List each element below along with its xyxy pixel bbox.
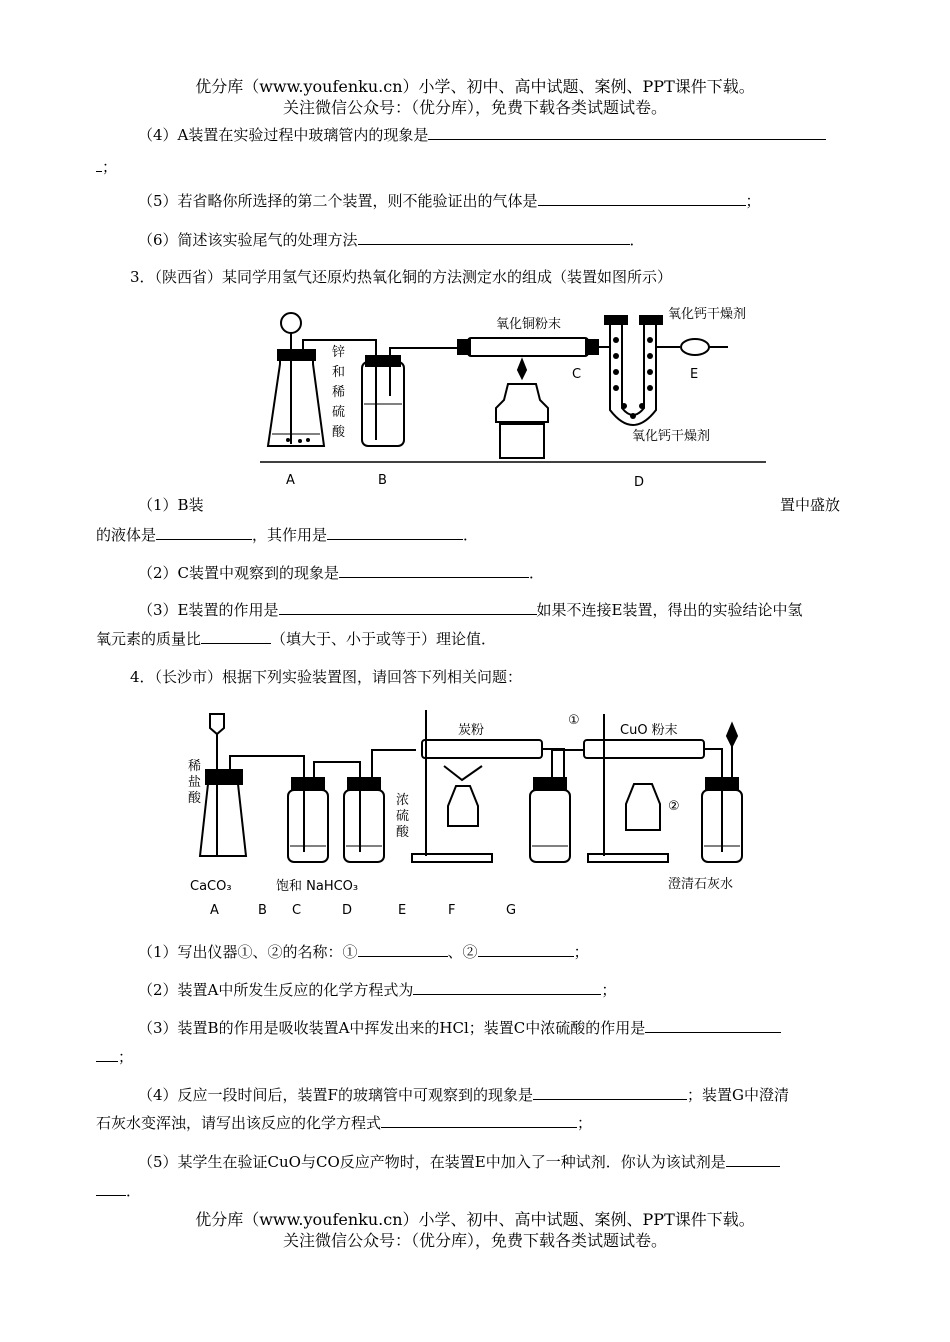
label-cacl-top: 氧化钙干燥剂	[668, 307, 747, 322]
q2-part-4-end: ；	[96, 156, 117, 177]
label-acid-1: 稀	[188, 759, 202, 774]
q4-part-3-end: ；	[96, 1046, 133, 1067]
label-limewater: 澄清石灰水	[668, 877, 734, 892]
answer-blank[interactable]	[156, 524, 252, 540]
answer-blank[interactable]	[96, 1180, 126, 1196]
label-h2so4-1: 浓	[396, 793, 410, 808]
label-c: C	[572, 367, 582, 382]
answer-blank[interactable]	[538, 190, 746, 206]
q3-part-1-right: 置中盛放	[780, 496, 841, 514]
label-b: B	[378, 473, 387, 488]
label-cuo-powder: 氧化铜粉末	[496, 317, 562, 332]
label-cacl-bottom: 氧化钙干燥剂	[632, 429, 711, 444]
footer-line-1: 优分库（www.youfenku.cn）小学、初中、高中试题、案例、PPT课件下载。	[195, 1210, 755, 1229]
q4-part-1: （1）写出仪器①、②的名称：① 、② ；	[138, 943, 589, 961]
label-zinc-3: 稀	[332, 385, 346, 400]
label-zinc-1: 锌	[332, 345, 346, 360]
q4-apparatus-diagram	[186, 706, 766, 920]
answer-blank[interactable]	[201, 628, 271, 644]
label-zinc-5: 酸	[332, 425, 346, 440]
answer-blank[interactable]	[96, 1046, 118, 1062]
label-a: A	[286, 473, 295, 488]
label-zinc-4: 硫	[332, 405, 346, 420]
answer-blank[interactable]	[339, 562, 529, 578]
answer-blank[interactable]	[533, 1084, 687, 1100]
header-line-2: 关注微信公众号：（优分库），免费下载各类试题试卷。	[282, 98, 667, 117]
q3-part-1-start: （1）B装	[138, 496, 204, 514]
header-line-1: 优分库（www.youfenku.cn）小学、初中、高中试题、案例、PPT课件下载。	[195, 77, 755, 96]
label-f: F	[448, 903, 456, 918]
q3-title: 3．（陕西省）某同学用氢气还原灼热氧化铜的方法测定水的组成（装置如图所示）	[130, 268, 673, 286]
q2-part-5: （5）若省略你所选择的第二个装置，则不能验证出的气体是 ；	[138, 192, 761, 210]
q3-apparatus-diagram	[258, 300, 768, 492]
answer-blank[interactable]	[358, 941, 448, 957]
q3-part-2: （2）C装置中观察到的现象是 ．	[138, 564, 545, 582]
label-nahco3: 饱和 NaHCO₃	[276, 879, 359, 894]
q2-part-4: （4）A装置在实验过程中玻璃管内的现象是	[138, 124, 826, 145]
label-carbon: 炭粉	[458, 723, 485, 738]
q4-part-4-line2: 石灰水变浑浊，请写出该反应的化学方程式 ；	[96, 1114, 593, 1132]
label-h2so4-3: 酸	[396, 825, 410, 840]
page-header	[0, 76, 950, 118]
page-footer	[0, 1209, 950, 1251]
label-acid-2: 盐	[188, 775, 202, 790]
label-c: C	[292, 903, 302, 918]
q3-part-3: （3）E装置的作用是 如果不连接E装置，得出的实验结论中氢	[138, 601, 803, 619]
q3-part-3-line2: 氧元素的质量比 （填大于、小于或等于）理论值．	[96, 630, 497, 648]
footer-line-2: 关注微信公众号：（优分库），免费下载各类试题试卷。	[282, 1231, 667, 1250]
answer-blank[interactable]	[358, 229, 630, 245]
label-cuo-powder: CuO 粉末	[620, 723, 678, 738]
label-b: B	[258, 903, 267, 918]
answer-blank[interactable]	[478, 941, 574, 957]
label-caco3: CaCO₃	[190, 879, 232, 894]
q2-part-6: （6）简述该实验尾气的处理方法 ．	[138, 231, 645, 249]
answer-blank[interactable]	[428, 124, 826, 140]
label-e: E	[398, 903, 407, 918]
label-zinc-2: 和	[332, 365, 346, 380]
answer-blank[interactable]	[726, 1151, 780, 1167]
q4-part-5: （5）某学生在验证CuO与CO反应产物时，在装置E中加入了一种试剂．你认为该试剂是	[138, 1151, 780, 1172]
label-circle-1: ①	[568, 713, 580, 728]
answer-blank[interactable]	[413, 979, 601, 995]
label-g: G	[506, 903, 517, 918]
label-e: E	[690, 367, 699, 382]
label-acid-3: 酸	[188, 791, 202, 806]
q4-part-3: （3）装置B的作用是吸收装置A中挥发出来的HCl；装置C中浓硫酸的作用是	[138, 1017, 781, 1038]
q4-part-5-end: ．	[96, 1180, 141, 1201]
q3-part-1-line2: 的液体是 ，其作用是 ．	[96, 526, 479, 544]
q4-part-4: （4）反应一段时间后，装置F的玻璃管中可观察到的现象是 ；装置G中澄清	[138, 1086, 789, 1104]
label-a: A	[210, 903, 219, 918]
label-circle-2: ②	[668, 799, 680, 814]
answer-blank[interactable]	[327, 524, 463, 540]
label-d: D	[342, 903, 353, 918]
q4-part-2: （2）装置A中所发生反应的化学方程式为 ；	[138, 981, 617, 999]
label-h2so4-2: 硫	[396, 809, 410, 824]
answer-blank[interactable]	[279, 599, 537, 615]
q4-title: 4．（长沙市）根据下列实验装置图，请回答下列相关问题：	[130, 668, 523, 686]
answer-blank[interactable]	[381, 1112, 577, 1128]
label-d: D	[634, 475, 645, 490]
answer-blank[interactable]	[645, 1017, 781, 1033]
